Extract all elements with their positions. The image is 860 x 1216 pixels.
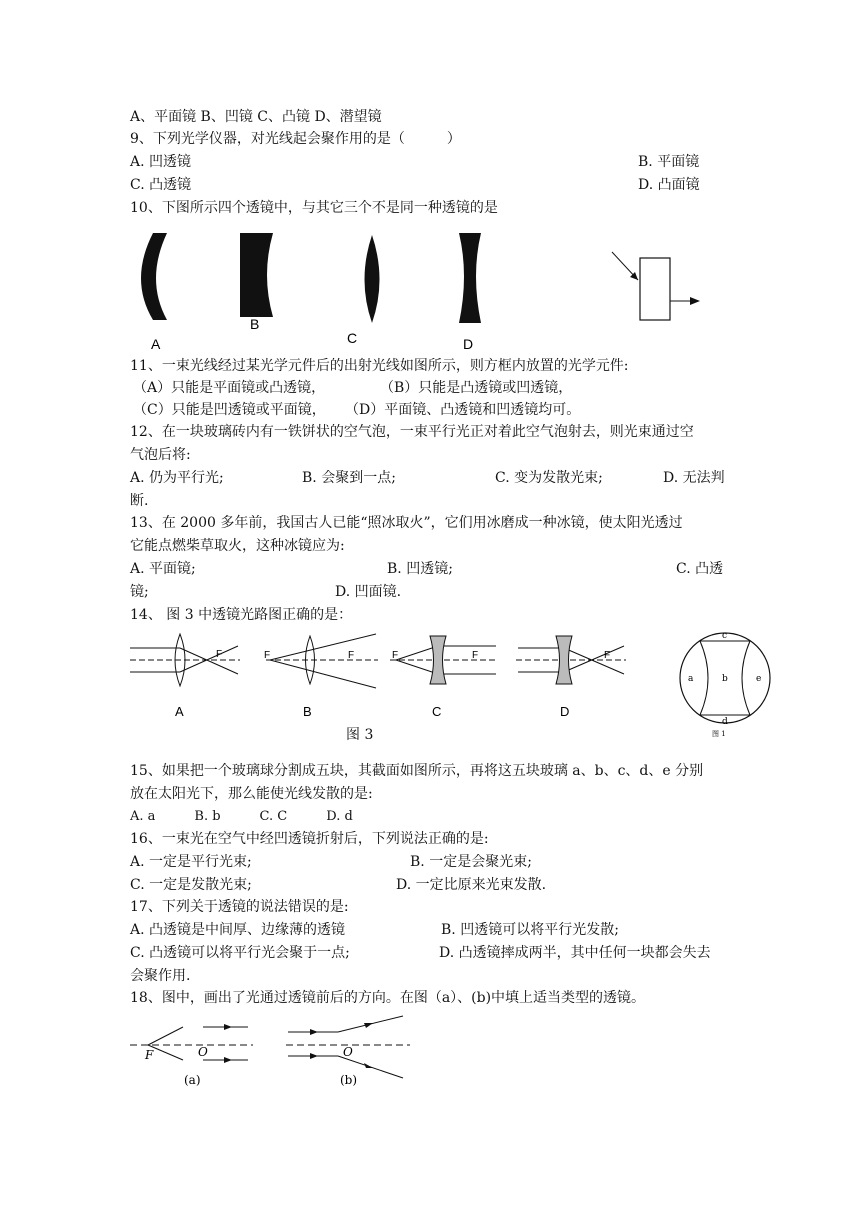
q11-box-figure — [610, 250, 710, 325]
q14-a-focus: F — [216, 649, 223, 660]
q15-stem-line1: 15、如果把一个玻璃球分割成五块，其截面如图所示，再将这五块玻璃 a、b、c、d、e 分别 — [130, 763, 704, 779]
q16-stem: 16、一束光在空气中经凹透镜折射后，下列说法正确的是: — [130, 831, 489, 847]
q10-label-d: D — [463, 336, 474, 352]
q12-option-d: D. 无法判 — [663, 470, 725, 486]
q15-sphere-figure — [678, 628, 774, 740]
q14-lens-diagrams — [128, 630, 638, 720]
q14-stem: 14、 图 3 中透镜光路图正确的是： — [130, 607, 353, 623]
q12-option-a: A. 仍为平行光; — [130, 470, 224, 486]
q15-stem-line2: 放在太阳光下，那么能使光线发散的是: — [130, 786, 373, 802]
q13-stem-line2: 它能点燃柴草取火，这种冰镜应为: — [130, 538, 345, 554]
q12-stem-line1: 12、在一块玻璃砖内有一铁饼状的空气泡，一束平行光正对着此空气泡射去，则光束通过空 — [130, 424, 694, 440]
sphere-label-b: b — [722, 674, 728, 684]
q18-a-center: O — [198, 1045, 208, 1059]
q17-option-d: D. 凸透镜摔成两半，其中任何一块都会失去 — [439, 945, 711, 961]
q17-stem: 17、下列关于透镜的说法错误的是: — [130, 899, 349, 915]
q13-stem-line1: 13、在 2000 多年前，我国古人已能“照冰取火”，它们用冰磨成一种冰镜，使太阳光透过 — [130, 515, 683, 531]
q18-caption-b: (b) — [340, 1073, 358, 1087]
q14-b-focus-left: F — [264, 650, 271, 661]
q17-option-d-cont: 会聚作用. — [130, 968, 191, 984]
q18-figure-b — [286, 1016, 410, 1087]
q11-option-d: （D）平面镜、凸透镜和凹透镜均可。 — [345, 402, 581, 418]
q9-option-d: D. 凸面镜 — [638, 177, 700, 193]
q14-label-c: C — [432, 704, 442, 719]
q11-option-b: （B）只能是凸透镜或凹透镜， — [380, 380, 573, 396]
q18-figure-a — [130, 1024, 253, 1087]
q14-diagram-a — [130, 634, 240, 719]
q9-option-c: C. 凸透镜 — [130, 177, 192, 193]
q18-stem: 18、图中，画出了光通过透镜前后的方向。在图（a）、(b)中填上适当类型的透镜。 — [130, 990, 646, 1006]
q17-option-b: B. 凹透镜可以将平行光发散; — [441, 922, 619, 938]
q11-optical-box — [640, 258, 670, 320]
q10-lens-d-shape — [459, 233, 481, 323]
sphere-caption: 图 1 — [712, 730, 726, 738]
q17-option-c: C. 凸透镜可以将平行光会聚于一点; — [130, 945, 350, 961]
q9-option-b: B. 平面镜 — [638, 154, 700, 170]
q14-d-focus: F — [604, 650, 611, 661]
sphere-label-d: d — [722, 717, 728, 727]
q18-a-focus: F — [145, 1048, 154, 1062]
sphere-label-e: e — [756, 674, 762, 684]
q14-label-b: B — [303, 704, 312, 719]
q10-lens-b-shape — [240, 233, 273, 317]
q16-option-b: B. 一定是会聚光束; — [410, 854, 532, 870]
q11-stem: 11、一束光线经过某光学元件后的出射光线如图所示，则方框内放置的光学元件: — [130, 358, 629, 374]
q14-c-focus-left: F — [392, 650, 399, 661]
q13-option-a: A. 平面镜; — [130, 561, 196, 577]
q10-stem: 10、下图所示四个透镜中，与其它三个不是同一种透镜的是 — [130, 200, 498, 216]
q16-option-a: A. 一定是平行光束; — [130, 854, 252, 870]
q12-stem-line2: 气泡后将: — [130, 447, 191, 463]
q9-stem: 9、下列光学仪器，对光线起会聚作用的是（ ） — [130, 131, 461, 147]
q8-options: A、平面镜 B、凹镜 C、凸镜 D、潜望镜 — [130, 109, 382, 125]
q12-option-b: B. 会聚到一点; — [302, 470, 396, 486]
q12-option-c: C. 变为发散光束; — [495, 470, 603, 486]
q13-option-c-cont: 镜; — [130, 584, 149, 600]
q9-option-a: A. 凹透镜 — [130, 154, 192, 170]
q11-option-c: （C）只能是凹透镜或平面镜， — [133, 402, 326, 418]
q10-label-a: A — [151, 336, 161, 352]
q10-label-b: B — [250, 316, 260, 332]
q16-option-d: D. 一定比原来光束发散. — [396, 877, 547, 893]
q10-lens-figure — [125, 225, 545, 355]
q14-diagram-d — [516, 636, 626, 719]
q14-figure-caption: 图 3 — [346, 727, 374, 743]
q18-ray-figures — [128, 1012, 418, 1092]
q13-option-d: D. 凹面镜. — [335, 584, 402, 600]
q16-option-c: C. 一定是发散光束; — [130, 877, 252, 893]
sphere-label-a: a — [688, 674, 694, 684]
q10-label-c: C — [347, 330, 358, 346]
q18-b-center: O — [343, 1045, 353, 1059]
q14-diagram-c — [390, 636, 498, 719]
q14-c-focus-right: F — [472, 650, 479, 661]
q10-lens-c-shape — [365, 235, 380, 323]
q13-option-b: B. 凹透镜; — [387, 561, 453, 577]
q14-diagram-b — [264, 634, 378, 719]
q12-option-d-cont: 断. — [130, 493, 149, 509]
q15-options: A. a B. b C. C D. d — [130, 809, 353, 824]
q14-label-d: D — [560, 704, 570, 719]
q10-lens-a-shape — [141, 233, 167, 320]
q14-label-a: A — [175, 704, 184, 719]
q17-option-a: A. 凸透镜是中间厚、边缘薄的透镜 — [130, 922, 346, 938]
q11-option-a: （A）只能是平面镜或凸透镜， — [133, 380, 326, 396]
q14-b-focus-right: F — [348, 650, 355, 661]
sphere-label-c: c — [722, 631, 728, 641]
q18-caption-a: (a) — [184, 1073, 201, 1087]
q13-option-c: C. 凸透 — [676, 561, 724, 577]
